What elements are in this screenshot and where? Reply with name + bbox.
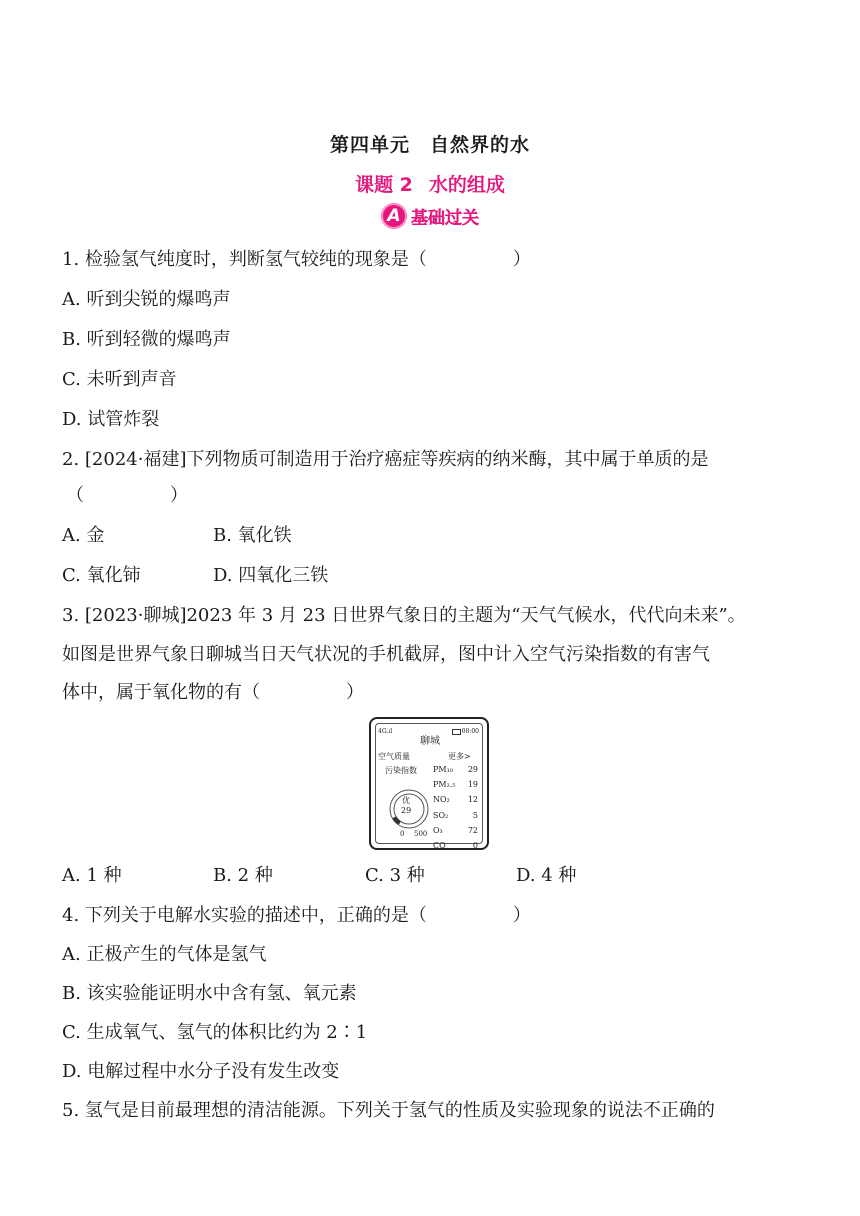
q3-option-b: B. 2 种 bbox=[213, 865, 273, 886]
aqi-rating: 优 bbox=[402, 796, 410, 805]
q2-option-b: B. 氧化铁 bbox=[213, 525, 292, 546]
section-label: 基础过关 bbox=[411, 208, 479, 229]
signal-indicator: 4G.ıl bbox=[378, 728, 393, 735]
lesson-title bbox=[0, 170, 860, 197]
question-5-stem: 5. 氢气是目前最理想的清洁能源。下列关于氢气的性质及实验现象的说法不正确的 bbox=[62, 1100, 715, 1121]
phone-screenshot-figure bbox=[369, 717, 489, 850]
question-3-stem-line-1: 3. [2023·聊城]2023 年 3 月 23 日世界气象日的主题为“天气气候水，代代向未来”。 bbox=[62, 605, 746, 626]
battery-icon bbox=[452, 729, 461, 735]
lesson-label: 课题 2 bbox=[355, 174, 413, 196]
phone-screen bbox=[375, 723, 483, 850]
section-badge bbox=[0, 203, 860, 229]
question-1-stem: 1. 检验氢气纯度时，判断氢气较纯的现象是（ ） bbox=[62, 249, 531, 270]
pollutant-value: 29 bbox=[467, 765, 478, 774]
air-quality-label: 空气质量 bbox=[378, 752, 410, 761]
q4-option-d: D. 电解过程中水分子没有发生改变 bbox=[62, 1061, 340, 1082]
q2-option-a: A. 金 bbox=[62, 525, 105, 546]
question-3-stem-line-3: 体中，属于氧化物的有（ ） bbox=[62, 682, 364, 703]
pollutant-name: CO bbox=[433, 841, 446, 850]
more-link[interactable]: 更多> bbox=[448, 752, 471, 761]
q1-option-a: A. 听到尖锐的爆鸣声 bbox=[62, 289, 231, 310]
battery-time: 08:00 bbox=[452, 726, 479, 737]
question-2-stem: 2. [2024·福建]下列物质可制造用于治疗癌症等疾病的纳米酶，其中属于单质的是 bbox=[62, 449, 709, 470]
pollutant-name: PM₁₀ bbox=[433, 765, 453, 774]
pollutant-value: 5 bbox=[472, 810, 478, 820]
q3-option-a: A. 1 种 bbox=[62, 865, 122, 886]
question-4-stem: 4. 下列关于电解水实验的描述中，正确的是（ ） bbox=[62, 905, 531, 926]
scale-max: 500 bbox=[414, 830, 428, 838]
q3-option-c: C. 3 种 bbox=[365, 865, 425, 886]
question-2-answer: （ ） bbox=[66, 485, 188, 506]
q2-option-c: C. 氧化铈 bbox=[62, 565, 141, 586]
pollutant-name: NO₂ bbox=[433, 795, 450, 805]
q4-option-b: B. 该实验能证明水中含有氢、氧元素 bbox=[62, 983, 357, 1004]
pollutant-value: 72 bbox=[467, 825, 478, 835]
q4-option-c: C. 生成氧气、氢气的体积比约为 2∶1 bbox=[62, 1022, 368, 1043]
city-name: 聊城 bbox=[420, 736, 440, 747]
q2-option-d: D. 四氧化三铁 bbox=[213, 565, 329, 586]
pollutant-value: 19 bbox=[467, 780, 478, 790]
q1-option-d: D. 试管炸裂 bbox=[62, 409, 160, 430]
pollutant-value: 0 bbox=[472, 841, 478, 850]
pollutant-value: 12 bbox=[467, 795, 478, 805]
q1-option-c: C. 未听到声音 bbox=[62, 369, 177, 390]
q4-option-a: A. 正极产生的气体是氢气 bbox=[62, 944, 267, 965]
aqi-value: 29 bbox=[401, 806, 412, 815]
pollutant-name: O₃ bbox=[433, 825, 443, 835]
pollutant-name: PM₂.₅ bbox=[433, 780, 456, 790]
unit-title: 第四单元 自然界的水 bbox=[329, 134, 530, 156]
section-letter-icon: A bbox=[381, 203, 407, 229]
question-3-stem-line-2: 如图是世界气象日聊城当日天气状况的手机截屏，图中计入空气污染指数的有害气 bbox=[62, 644, 710, 665]
pollutant-name: SO₂ bbox=[433, 810, 449, 820]
q1-option-b: B. 听到轻微的爆鸣声 bbox=[62, 329, 231, 350]
scale-min: 0 bbox=[400, 830, 405, 838]
lesson-name: 水的组成 bbox=[428, 174, 505, 196]
q3-option-d: D. 4 种 bbox=[516, 865, 577, 886]
pollution-index-label: 污染指数 bbox=[385, 766, 417, 775]
